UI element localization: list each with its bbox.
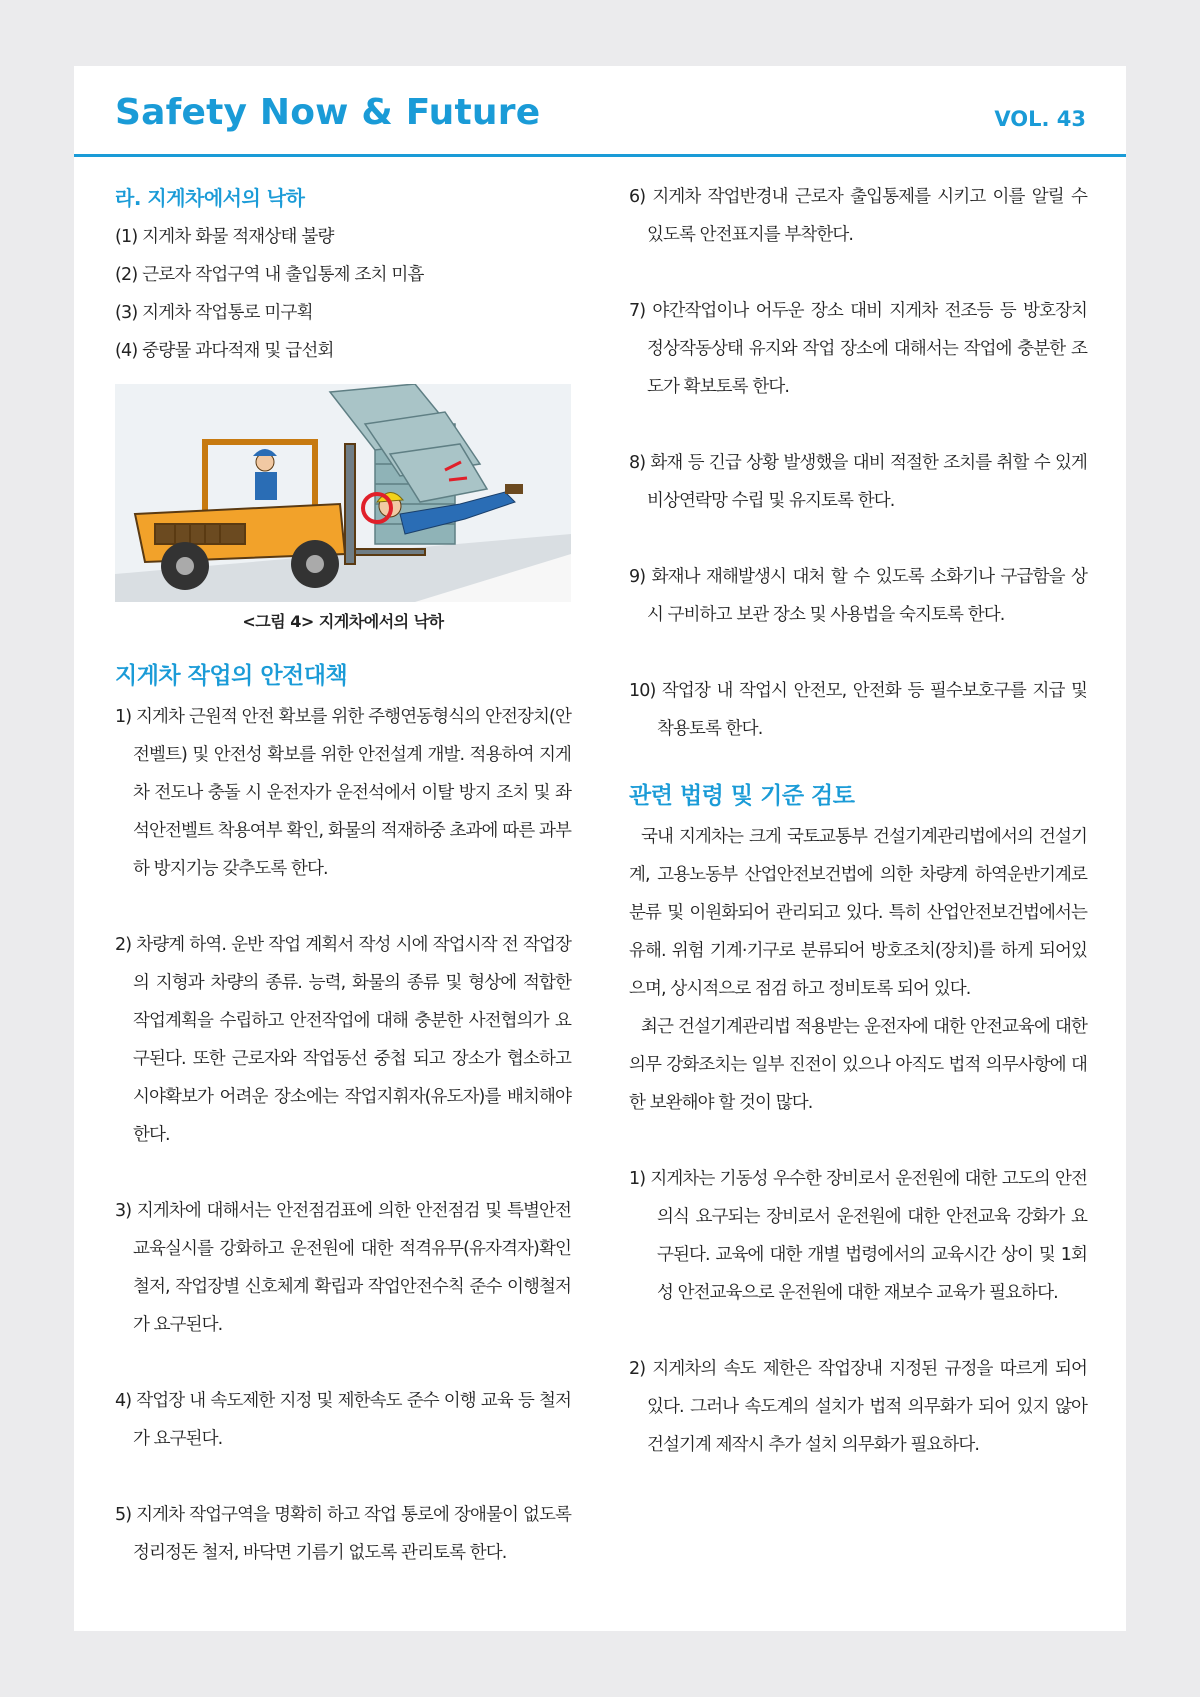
measure-item: 5) 지게차 작업구역을 명확히 하고 작업 통로에 장애물이 없도록 정리정돈 철저, 바닥면 기름기 없도록 관리토록 한다.	[115, 1505, 571, 1563]
section-heading-laws: 관련 법령 및 기준 검토	[629, 783, 855, 809]
measure-item: 3) 지게차에 대해서는 안전점검표에 의한 안전점검 및 특별안전교육실시를 강화하고 운전원에 대한 적격유무(유자격자)확인 철저, 작업장별 신호체계 확립과 작업안전수칙 준수 이행철저가 요구된다.	[115, 1201, 571, 1335]
header	[74, 66, 1126, 157]
measure-item: 1) 지게차 근원적 안전 확보를 위한 주행연동형식의 안전장치(안전벨트) 및 안전성 확보를 위한 안전설계 개발. 적용하여 지게차 전도나 충돌 시 운전자가 운전석에서 이탈 방지 조치 및 좌석안전벨트 착용여부 확인, 화물의 적재하중 초과에 따른 과부하 방지기능 갖추도록 한다.	[115, 707, 571, 879]
law-item: 2) 지게차의 속도 제한은 작업장내 지정된 규정을 따르게 되어 있다. 그러나 속도계의 설치가 법적 의무화가 되어 있지 않아 건설기계 제작시 추가 설치 의무화가 필요하다.	[629, 1359, 1087, 1455]
cause-item: (1) 지게차 화물 적재상태 불량	[115, 227, 334, 247]
left-column	[115, 178, 571, 1572]
law-paragraph: 최근 건설기계관리법 적용받는 운전자에 대한 안전교육에 대한 의무 강화조치는 일부 진전이 있으나 아직도 법적 의무사항에 대한 보완해야 할 것이 많다.	[629, 1017, 1087, 1113]
figure-caption: <그림 4> 지게차에서의 낙하	[242, 612, 444, 631]
measure-item: 8) 화재 등 긴급 상황 발생했을 대비 적절한 조치를 취할 수 있게 비상연락망 수립 및 유지토록 한다.	[629, 453, 1087, 511]
measure-item: 4) 작업장 내 속도제한 지정 및 제한속도 준수 이행 교육 등 철저가 요구된다.	[115, 1391, 571, 1449]
forklift-drawing	[115, 384, 571, 602]
section-heading-safety-measures: 지게차 작업의 안전대책	[115, 663, 348, 689]
measure-item: 2) 차량계 하역. 운반 작업 계획서 작성 시에 작업시작 전 작업장의 지형과 차량의 종류. 능력, 화물의 종류 및 형상에 적합한 작업계획을 수립하고 안전작업에 대해 충분한 사전협의가 요구된다. 또한 근로자와 작업동선 중첩 되고 장소가 협소하고 시야확보가 어려운 장소에는 작업지휘자(유도자)를 배치해야 한다.	[115, 935, 571, 1145]
cause-item: (2) 근로자 작업구역 내 출입통제 조치 미흡	[115, 265, 424, 285]
page	[74, 66, 1126, 1631]
subsection-heading: 라. 지게차에서의 낙하	[115, 186, 305, 210]
law-item: 1) 지게차는 기동성 우수한 장비로서 운전원에 대한 고도의 안전의식 요구되는 장비로서 운전원에 대한 안전교육 강화가 요구된다. 교육에 대한 개별 법령에서의 교육시간 상이 및 1회성 안전교육으로 운전원에 대한 재보수 교육가 필요하다.	[629, 1169, 1087, 1303]
measure-item: 7) 야간작업이나 어두운 장소 대비 지게차 전조등 등 방호장치 정상작동상태 유지와 작업 장소에 대해서는 작업에 충분한 조도가 확보토록 한다.	[629, 301, 1087, 397]
cause-item: (3) 지게차 작업통로 미구획	[115, 303, 313, 323]
volume-label: VOL. 43	[994, 107, 1086, 131]
law-paragraph: 국내 지게차는 크게 국토교통부 건설기계관리법에서의 건설기계, 고용노동부 산업안전보건법에 의한 차량계 하역운반기계로 분류 및 이원화되어 관리되고 있다. 특히 산업안전보건법에서는 유해. 위험 기계·기구로 분류되어 방호조치(장치)를 하게 되어있으며, 상시적으로 점검 하고 정비토록 되어 있다.	[629, 827, 1087, 999]
magazine-title: Safety Now & Future	[115, 92, 541, 133]
measure-item: 6) 지게차 작업반경내 근로자 출입통제를 시키고 이를 알릴 수 있도록 안전표지를 부착한다.	[629, 187, 1087, 245]
forklift-illustration	[115, 384, 571, 602]
measure-item: 9) 화재나 재해발생시 대처 할 수 있도록 소화기나 구급함을 상시 구비하고 보관 장소 및 사용법을 숙지토록 한다.	[629, 567, 1087, 625]
measure-item: 10) 작업장 내 작업시 안전모, 안전화 등 필수보호구를 지급 및 착용토록 한다.	[629, 681, 1087, 739]
right-column	[629, 178, 1087, 1464]
cause-item: (4) 중량물 과다적재 및 급선회	[115, 341, 334, 361]
